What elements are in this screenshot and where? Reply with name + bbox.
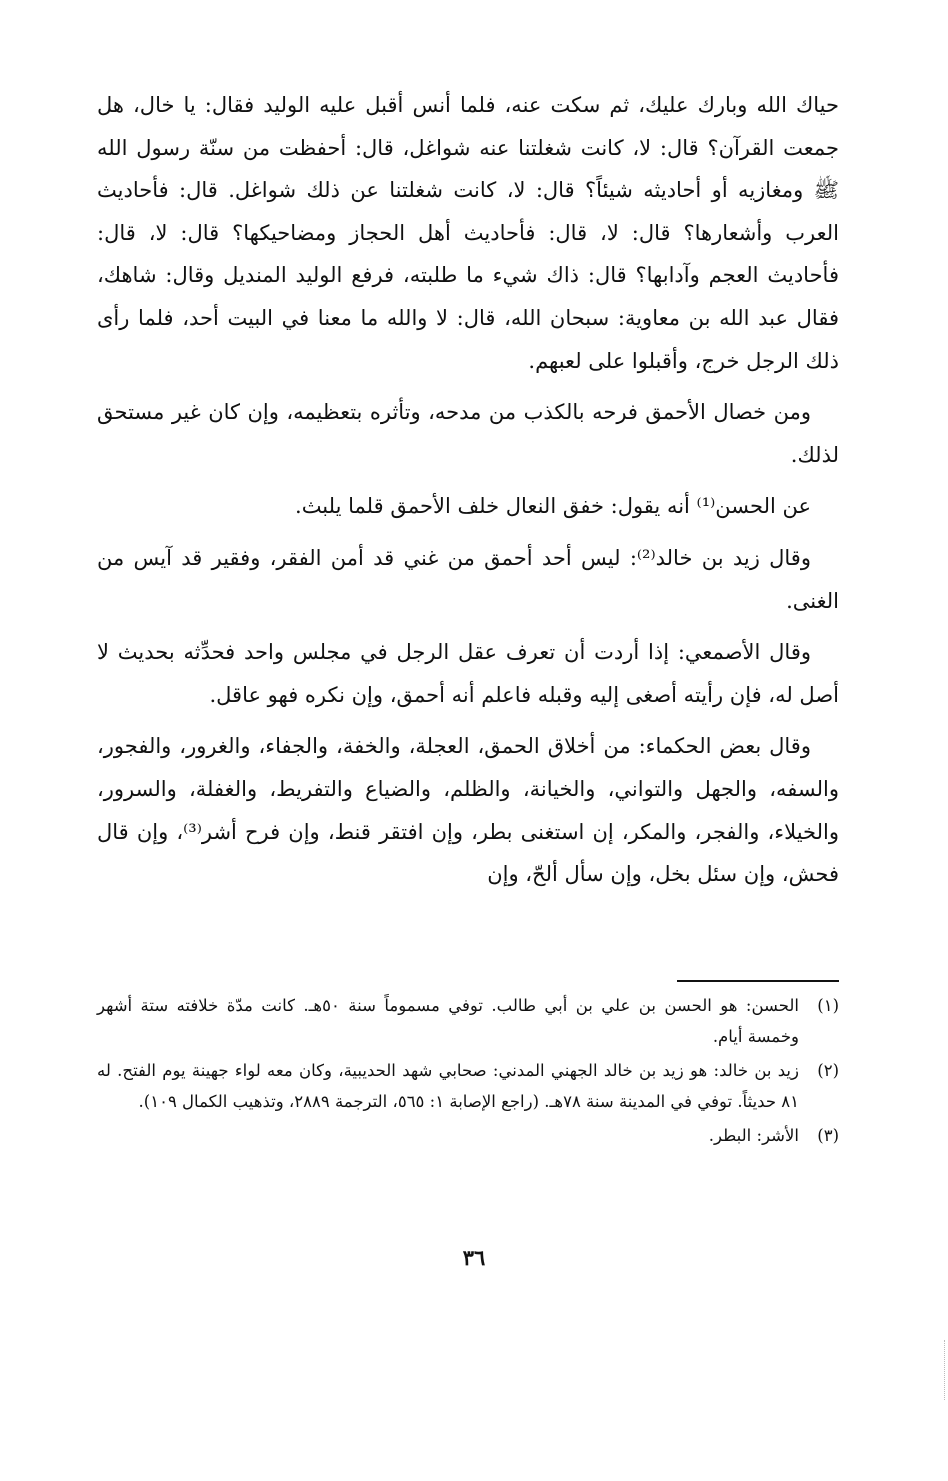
paragraph-wise-men-quote: وقال بعض الحكماء: من أخلاق الحمق، العجلة، والخفة، والجفاء، والغرور، والفجور، والسفه، والجهل والتواني، والخيانة، والظلم، والضياع والتفريط، والغفلة، والسرور، والخيلاء، والفجر، والمكر، إن استغنى بطر، وإن افتقر قنط، وإن فرح أشر⁽³⁾، وإن قال فحش، وإن سئل بخل، وإن سأل ألحّ، وإن — [97, 734, 839, 887]
footnote-number: (١) — [817, 996, 839, 1015]
footnote-number: (٢) — [817, 1061, 839, 1080]
footnote-text: الحسن: هو الحسن بن علي بن أبي طالب. توفي مسموماً سنة ٥٠هـ. كانت مدّة خلافته ستة أشهر وخمسة أيام. — [97, 996, 799, 1046]
footnote-text: زيد بن خالد: هو زيد بن خالد الجهني المدني: صحابي شهد الحديبية، وكان معه لواء جهينة يوم الفتح. له ٨١ حديثاً. توفي في المدينة سنة ٧٨هـ. (راجع الإصابة ١: ٥٦٥، الترجمة ٢٨٨٩، وتذهيب الكمال ١٠٩). — [97, 1061, 799, 1111]
paragraph-asmai-quote: وقال الأصمعي: إذا أردت أن تعرف عقل الرجل في مجلس واحد فحدِّثه بحديث لا أصل له، فإن رأيته أصغى إليه وقبله فاعلم أنه أحمق، وإن نكره فهو عاقل. — [97, 640, 839, 707]
paragraph-zayd-quote: وقال زيد بن خالد⁽²⁾: ليس أحد أحمق من غني قد أمن الفقر، وفقير قد آيس من الغنى. — [97, 545, 839, 613]
scan-edge-marks — [944, 1340, 946, 1400]
page-number: ٣٦ — [462, 1245, 486, 1270]
footnote-item — [97, 1120, 839, 1151]
footnote-text: الأشر: البطر. — [708, 1126, 799, 1145]
footnote-divider — [677, 980, 839, 982]
footnotes — [97, 990, 839, 1154]
main-text — [97, 84, 839, 905]
paragraph-continuation: حياك الله وبارك عليك، ثم سكت عنه، فلما أنس أقبل عليه الوليد فقال: يا خال، هل جمعت القرآن؟ قال: لا، كانت شغلتنا عنه شواغل، قال: أحفظت من سنّة رسول الله ﷺ ومغازيه أو أحاديثه شيئاً؟ قال: لا، كانت شغلتنا عن ذلك شواغل. قال: فأحاديث العرب وأشعارها؟ قال: لا، قال: فأحاديث أهل الحجاز ومضاحيكها؟ قال: لا، قال: فأحاديث العجم وآدابها؟ قال: ذاك شيء ما طلبته، فرفع الوليد المنديل وقال: شاهك، فقال عبد الله بن معاوية: سبحان الله، قال: لا والله ما معنا في البيت أحد، فلما رأى ذلك الرجل خرج، وأقبلوا على لعبهم. — [97, 93, 839, 373]
paragraph-fool-traits: ومن خصال الأحمق فرحه بالكذب من مدحه، وتأثره بتعظيمه، وإن كان غير مستحق لذلك. — [97, 400, 839, 467]
footnote-item — [97, 990, 839, 1052]
footnote-number: (٣) — [817, 1126, 839, 1145]
paragraph-hasan-quote: عن الحسن⁽¹⁾ أنه يقول: خفق النعال خلف الأحمق قلما يلبث. — [295, 494, 811, 519]
footnote-item — [97, 1055, 839, 1117]
